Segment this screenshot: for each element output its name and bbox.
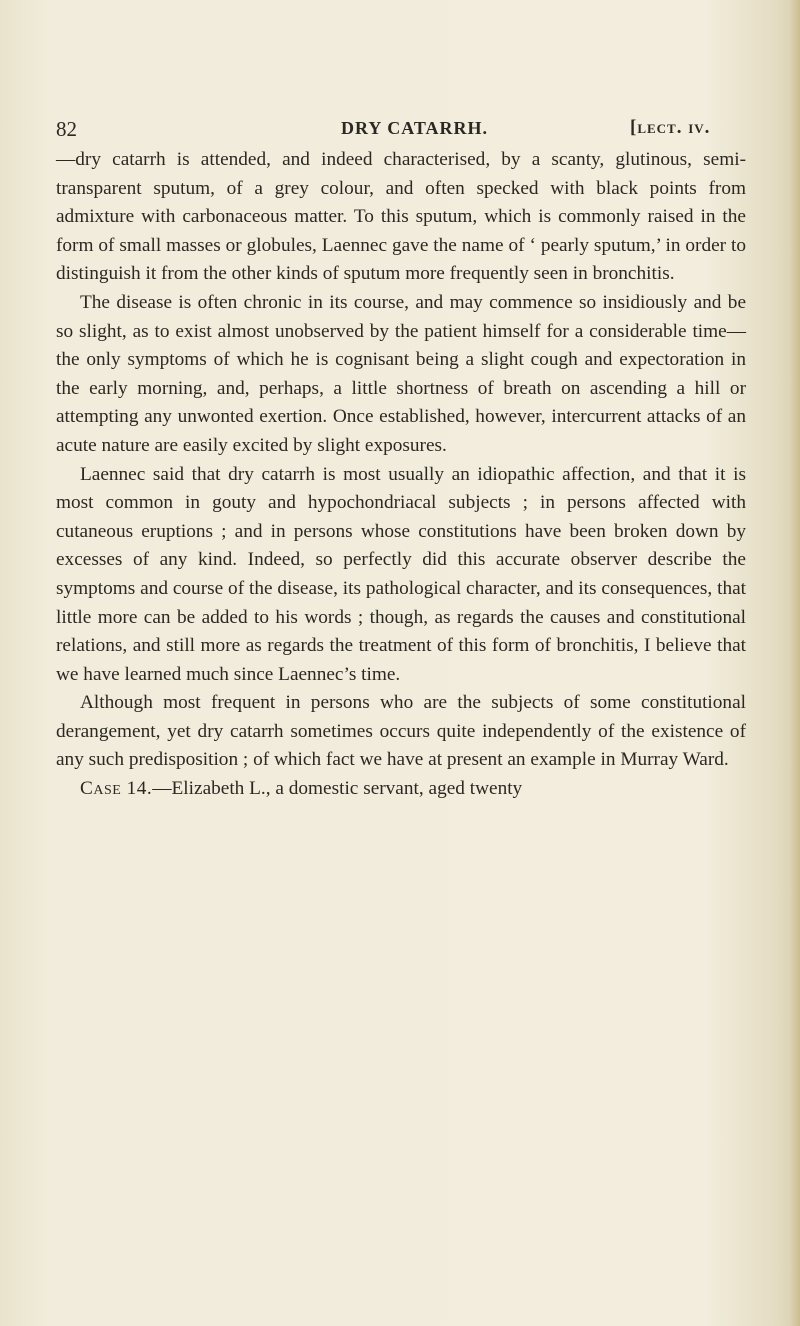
paragraph: Although most frequent in persons who are the subjects of some constitutional derangement, yet dry catarrh sometimes occurs quite independently of the existence of any such predisposition ; of which fact we have at present an example in Murray Ward. bbox=[56, 692, 746, 771]
running-title: DRY CATARRH. bbox=[341, 118, 489, 138]
page-edge-shadow bbox=[790, 0, 800, 1326]
case-label: Case 14. bbox=[80, 778, 153, 800]
running-header bbox=[56, 117, 746, 147]
case-paragraph bbox=[56, 775, 746, 804]
lecture-reference: [lect. iv. bbox=[630, 117, 711, 138]
page-number: 82 bbox=[56, 117, 77, 141]
paragraph: Laennec said that dry catarrh is most usually an idiopathic affection, and that it is most common in gouty and hypochondriacal subjects ; in persons affected with cutaneous eruptions ; and in persons whose constitutions have been broken down by excesses of any kind. Indeed, so perfectly did this accurate observer describe the symptoms and course of the disease, its pathological character, and its consequences, that little more can be added to his words ; though, as regards the causes and constitutional relations, and still more as regards the treatment of this form of bronchitis, I believe that we have learned much since Laennec’s time. bbox=[56, 463, 746, 685]
paragraph: —dry catarrh is attended, and indeed characterised, by a scanty, glutinous, semi-transparent sputum, of a grey colour, and often specked with black points from admixture with carbonaceous matter. To this sputum, which is commonly raised in the form of small masses or globules, Laennec gave the name of ‘ pearly sputum,’ in order to distinguish it from the other kinds of sputum more frequently seen in bronchitis. bbox=[56, 149, 746, 285]
paragraph: The disease is often chronic in its course, and may commence so insidiously and be so slight, as to exist almost unobserved by the patient himself for a considerable time—the only symptoms of which he is cognisant being a slight cough and expectoration in the early morning, and, perhaps, a little shortness of breath on ascending a hill or attempting any unwonted exertion. Once established, however, intercurrent attacks of an acute nature are easily excited by slight exposures. bbox=[56, 291, 746, 456]
case-text: —Elizabeth L., a domestic servant, aged twenty bbox=[152, 778, 523, 800]
body-text bbox=[56, 146, 746, 804]
